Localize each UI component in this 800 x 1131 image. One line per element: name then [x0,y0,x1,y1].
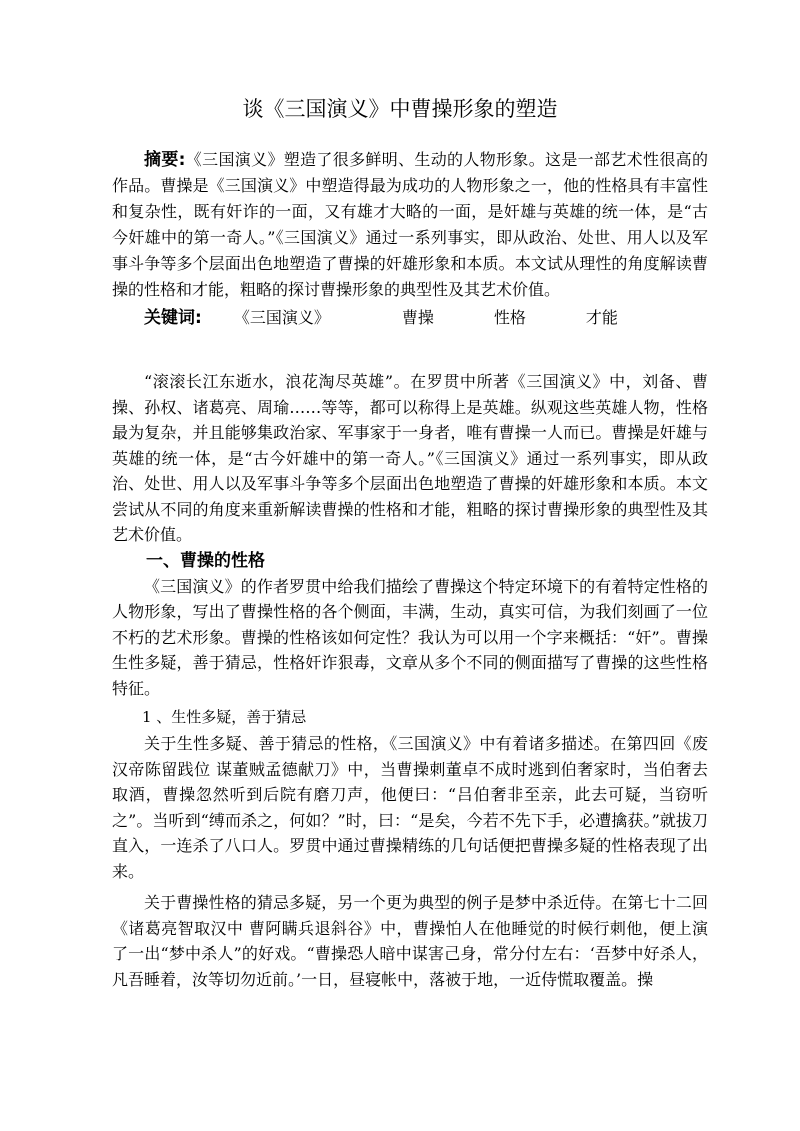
intro-paragraph: “滚滚长江东逝水，浪花淘尽英雄”。在罗贯中所著《三国演义》中，刘备、曹操、孙权、诸葛亮、周瑜……等等，都可以称得上是英雄。纵观这些英雄人物，性格最为复杂，并且能够集政治家、军事家于一身者，唯有曹操一人而已。曹操是奸雄与英雄的统一体，是“古今奸雄中的第一奇人。”《三国演义》通过一系列事实，即从政治、处世、用人以及军事斗争等多个层面出色地塑造了曹操的奸雄形象和本质。本文尝试从不同的角度来重新解读曹操的性格和才能，粗略的探讨曹操形象的典型性及其艺术价值。 [112,372,708,544]
keyword-item: 曹操 [401,308,434,327]
section-heading: 一、曹操的性格 [146,550,265,571]
body-paragraph: 关于曹操性格的猜忌多疑，另一个更为典型的例子是梦中杀近侍。在第七十二回《诸葛亮智取汉中 曹阿瞒兵退斜谷》中，曹操怕人在他睡觉的时候行刺他，便上演了一出“梦中杀人”的好戏。“曹操恐人暗中谋害己身，常分付左右：‘吾梦中好杀人，凡吾睡着，汝等切勿近前。’一日，昼寝帐中，落被于地，一近侍慌取覆盖。操 [112,893,708,989]
section-paragraph: 《三国演义》的作者罗贯中给我们描绘了曹操这个特定环境下的有着特定性格的人物形象，写出了曹操性格的各个侧面，丰满，生动，真实可信，为我们刻画了一位不朽的艺术形象。曹操的性格该如何定性？我认为可以用一个字来概括：“奸”。曹操生性多疑，善于猜忌，性格奸诈狠毒，文章从多个不同的侧面描写了曹操的这些性格特征。 [112,576,708,698]
page-title: 谈《三国演义》中曹操形象的塑造 [242,97,558,121]
keyword-item: 才能 [585,308,618,327]
keyword-item: 性格 [493,308,526,327]
abstract-label: 摘要: [144,150,186,170]
section-spacer [112,331,708,369]
keyword-item: 《三国演义》 [233,308,330,327]
keywords-line [112,305,708,331]
abstract-paragraph [112,147,708,303]
abstract-text: 《三国演义》塑造了很多鲜明、生动的人物形象。这是一部艺术性很高的作品。曹操是《三国演义》中塑造得最为成功的人物形象之一，他的性格具有丰富性和复杂性，既有奸诈的一面，又有雄才大略的一面，是奸雄与英雄的统一体，是“古今奸雄中的第一奇人。”《三国演义》通过一系列事实，即从政治、处世、用人以及军事斗争等多个层面出色地塑造了曹操的奸雄形象和本质。本文试从理性的角度解读曹操的性格和才能，粗略的探讨曹操形象的典型性及其艺术价值。 [112,150,708,299]
keywords-label: 关键词: [144,308,202,328]
document-body [112,147,708,992]
subsection-heading: 1 、生性多疑，善于猜忌 [142,708,307,726]
body-paragraph: 关于生性多疑、善于猜忌的性格，《三国演义》中有着诸多描述。在第四回《废汉帝陈留践位 谋董贼孟德献刀》中，当曹操刺董卓不成时逃到伯奢家时，当伯奢去取酒，曹操忽然听到后院有磨刀声，他便曰：“吕伯奢非至亲，此去可疑，当窃听之”。当听到“缚而杀之，何如？”时，曰：“是矣，今若不先下手，必遭擒获。”就拔刀直入，一连杀了八口人。罗贯中通过曹操精练的几句话便把曹操多疑的性格表现了出来。 [112,734,708,881]
